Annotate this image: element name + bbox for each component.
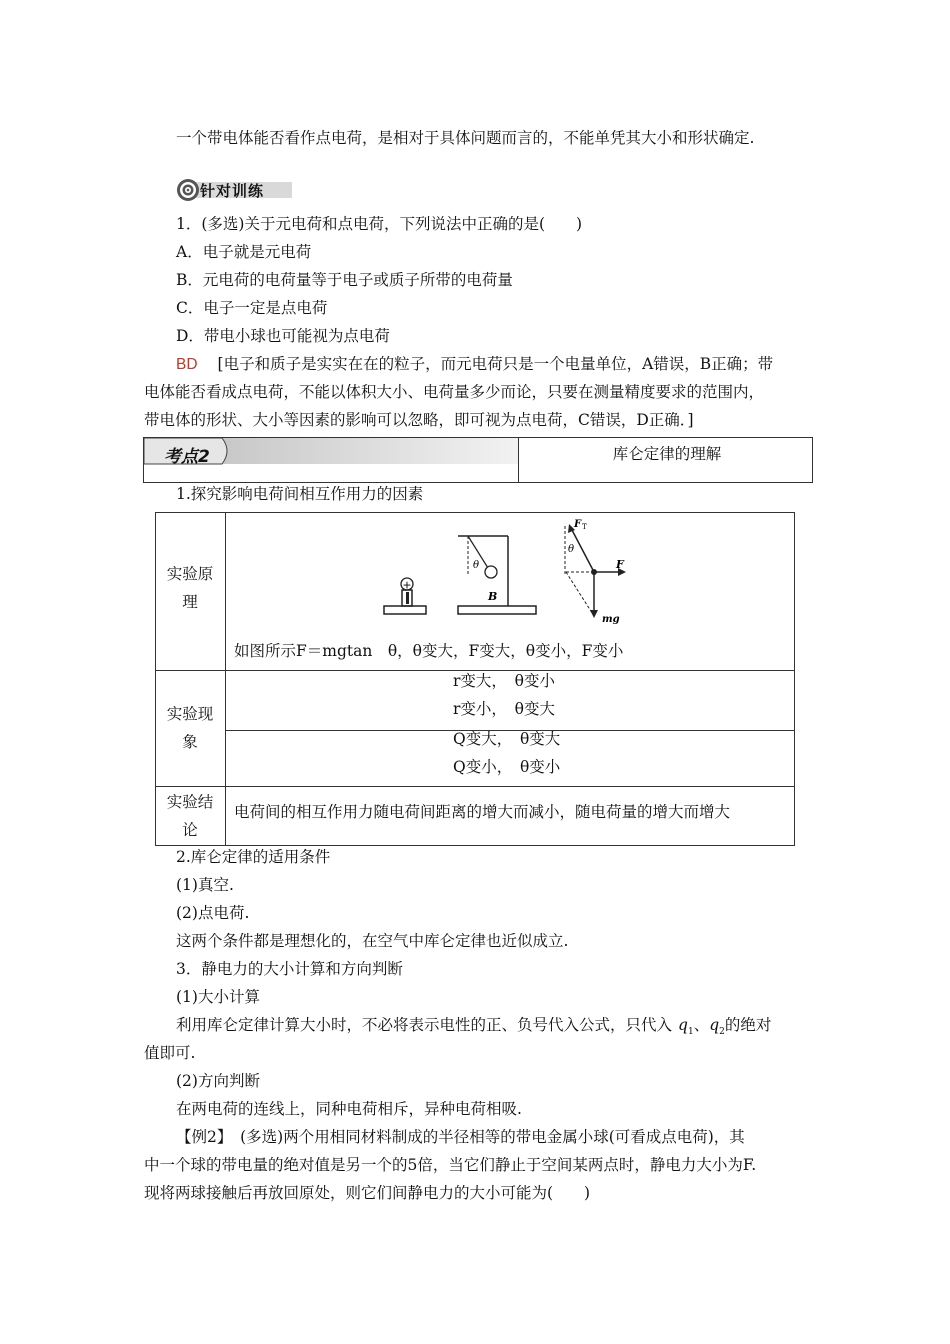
section2-title: 2.库仑定律的适用条件 — [176, 848, 331, 866]
question1-explanation-3: 带电体的形状、大小等因素的影响可以忽略，即可视为点电荷，C错误，D正确．] — [144, 411, 694, 429]
question1-explanation-1: [电子和质子是实实在在的粒子，而元电荷只是一个电量单位，A错误，B正确；带 — [217, 355, 774, 373]
tension-vector — [572, 530, 594, 572]
stand-base — [384, 606, 426, 614]
section2-item1: (1)真空. — [176, 876, 234, 894]
row1-label — [155, 560, 225, 616]
section3-sub1-text-a: 利用库仑定律计算大小时，不必将表示电性的正、负号代入公式，只代入 — [176, 1016, 673, 1034]
theta-label-1: θ — [473, 560, 480, 571]
q2-subscript: 2 — [719, 1027, 725, 1038]
intro-text: 一个带电体能否看作点电荷，是相对于具体问题而言的，不能单凭其大小和形状确定. — [176, 129, 755, 147]
row3-label-a: 实验结 — [166, 793, 214, 811]
row2-label — [155, 700, 225, 756]
electric-force-label: F — [616, 558, 624, 571]
force-origin — [591, 569, 597, 575]
section3-title: 3．静电力的大小计算和方向判断 — [176, 960, 403, 978]
question1-option-d: D．带电小球也可能视为点电荷 — [176, 327, 390, 345]
training-badge-label: 针对训练 — [200, 182, 265, 200]
q2-symbol: q — [709, 1016, 720, 1034]
example2-line3: 现将两球接触后再放回原处，则它们间静电力的大小可能为( ) — [144, 1184, 591, 1202]
section3-sub1-text-c: 值即可. — [144, 1044, 196, 1062]
question1-explanation-2: 电体能否看成点电荷，不能以体积大小、电荷量多少而论，只要在测量精度要求的范围内， — [144, 383, 765, 401]
plus-sign: + — [402, 578, 412, 592]
kaodian-label: 考点2 — [164, 447, 210, 467]
section3-sub1: (1)大小计算 — [176, 988, 260, 1006]
theta-label-2: θ — [568, 544, 575, 555]
table-col-divider — [225, 512, 226, 846]
gravity-label: mg — [602, 614, 620, 625]
phenomenon-1: r变大， θ变小 — [453, 672, 555, 690]
section3-sub1-text-b: 的绝对 — [724, 1016, 772, 1034]
section3-sub1-text — [176, 1015, 771, 1042]
question1-stem: 1．(多选)关于元电荷和点电荷，下列说法中正确的是( ) — [176, 215, 583, 233]
tension-label: F — [574, 519, 582, 530]
question1-explanation — [176, 354, 773, 375]
ball-b — [485, 566, 497, 578]
q-separator: 、 — [693, 1016, 710, 1034]
section3-sub2: (2)方向判断 — [176, 1072, 260, 1090]
row1-label-b: 理 — [182, 593, 198, 611]
question1-option-c: C．电子一定是点电荷 — [176, 299, 328, 317]
row3-label — [155, 788, 225, 844]
section3-sub2-text: 在两电荷的连线上，同种电荷相斥，异种电荷相吸. — [176, 1100, 522, 1118]
section2-note: 这两个条件都是理想化的，在空气中库仑定律也近似成立. — [176, 932, 569, 950]
tension-label-sub: T — [582, 523, 587, 531]
row3-label-b: 论 — [182, 821, 198, 839]
q1-subscript: 1 — [687, 1027, 694, 1038]
table-row-divider-2 — [155, 786, 795, 787]
parallelogram-diagonal — [566, 572, 594, 616]
table-conclusion: 电荷间的相互作用力随电荷间距离的增大而减小，随电荷量的增大而增大 — [234, 803, 731, 821]
ball-b-label: B — [488, 590, 498, 603]
q1-symbol: q — [678, 1016, 688, 1034]
phenomenon-4: Q变小， θ变小 — [453, 758, 561, 776]
kaodian-title: 库仑定律的理解 — [612, 445, 722, 463]
experiment-figure — [376, 514, 636, 634]
table-formula: 如图所示F＝mgtan θ，θ变大，F变大，θ变小，F变小 — [234, 642, 624, 660]
section1-title: 1.探究影响电荷间相互作用力的因素 — [176, 485, 424, 503]
gallows-base — [458, 606, 536, 614]
phenomenon-3: Q变大， θ变大 — [453, 730, 561, 748]
question1-answer: BD — [176, 356, 198, 373]
question1-option-a: A．电子就是元电荷 — [176, 243, 312, 261]
row2-label-a: 实验现 — [166, 705, 214, 723]
section2-item2: (2)点电荷. — [176, 904, 250, 922]
stand-post-core — [406, 592, 409, 604]
question1-option-b: B．元电荷的电荷量等于电子或质子所带的电荷量 — [176, 271, 513, 289]
example2-line2: 中一个球的带电量的绝对值是另一个的5倍，当它们静止于空间某两点时，静电力大小为F. — [144, 1156, 757, 1174]
phenomenon-2: r变小， θ变大 — [453, 700, 555, 718]
kaodian-divider — [518, 437, 519, 483]
example2-line1: 【例2】 (多选)两个用相同材料制成的半径相等的带电金属小球(可看成点电荷)，其 — [176, 1128, 745, 1146]
row1-label-a: 实验原 — [166, 565, 214, 583]
row2-label-b: 象 — [182, 733, 198, 751]
